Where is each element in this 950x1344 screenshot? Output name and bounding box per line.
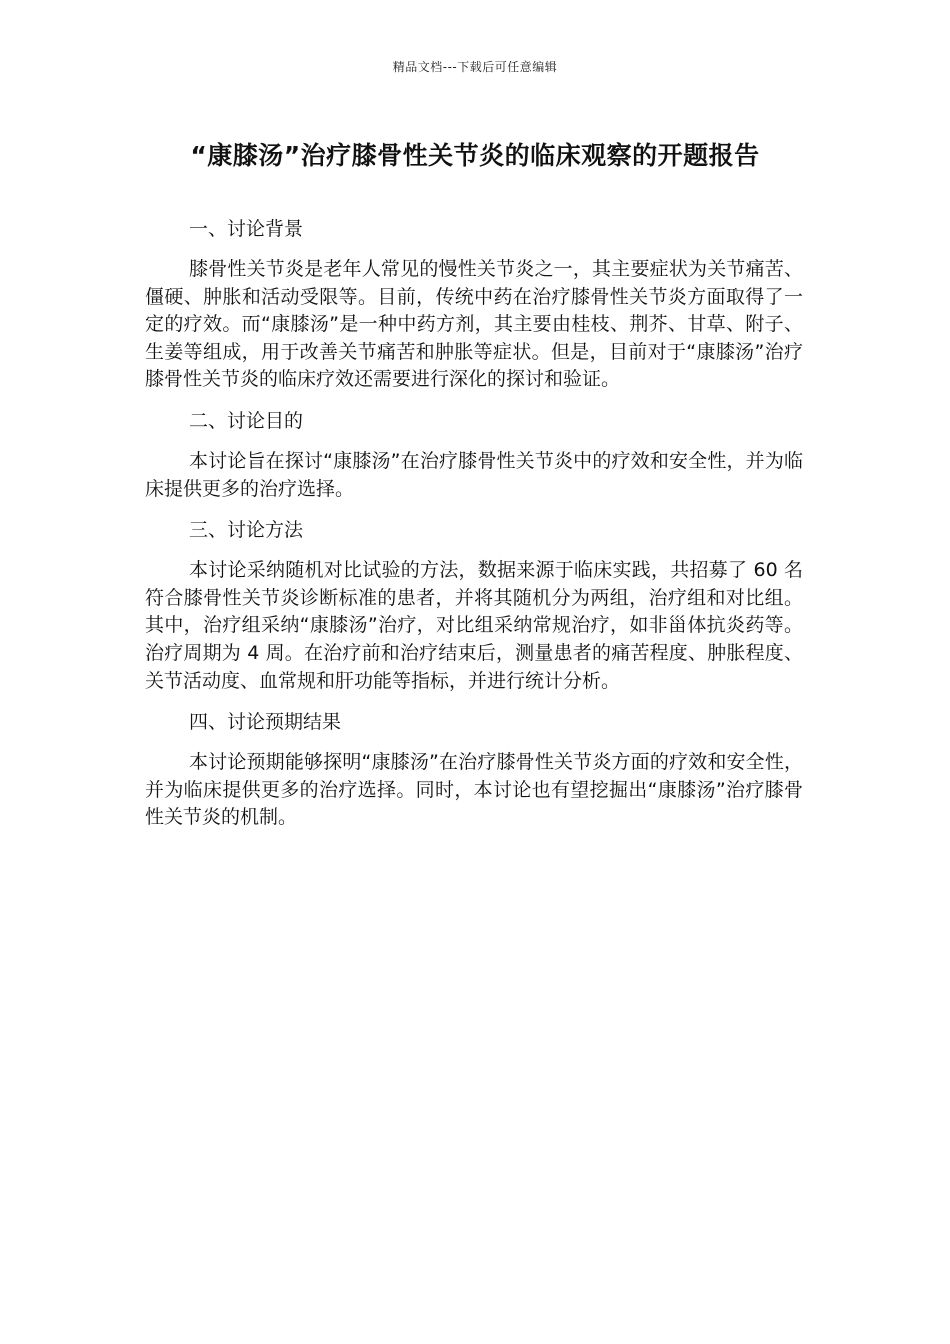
section-paragraph: 本讨论旨在探讨“康膝汤”在治疗膝骨性关节炎中的疗效和安全性，并为临床提供更多的治疗选择。 (145, 449, 803, 500)
section-paragraph: 本讨论预期能够探明“康膝汤”在治疗膝骨性关节炎方面的疗效和安全性，并为临床提供更多的治疗选择。同时，本讨论也有望挖掘出“康膝汤”治疗膝骨性关节炎的机制。 (145, 751, 803, 829)
section-purpose (145, 407, 803, 503)
section-heading: 二、讨论目的 (189, 409, 304, 432)
page-header-watermark: 精品文档---下载后可任意编辑 (392, 60, 558, 74)
section-paragraph: 膝骨性关节炎是老年人常见的慢性关节炎之一，其主要症状为关节痛苦、僵硬、肿胀和活动受限等。目前，传统中药在治疗膝骨性关节炎方面取得了一定的疗效。而“康膝汤”是一种中药方剂，其主要由桂枝、荆芥、甘草、附子、生姜等组成，用于改善关节痛苦和肿胀等症状。但是，目前对于“康膝汤”治疗膝骨性关节炎的临床疗效还需要进行深化的探讨和验证。 (145, 258, 803, 391)
section-paragraph: 本讨论采纳随机对比试验的方法，数据来源于临床实践，共招募了 60 名符合膝骨性关节炎诊断标准的患者，并将其随机分为两组，治疗组和对比组。其中，治疗组采纳“康膝汤”治疗，对比组采纳常规治疗，如非甾体抗炎药等。治疗周期为 4 周。在治疗前和治疗结束后，测量患者的痛苦程度、肿胀程度、关节活动度、血常规和肝功能等指标，并进行统计分析。 (145, 559, 803, 692)
section-background (145, 215, 803, 394)
section-heading: 四、讨论预期结果 (189, 711, 342, 734)
section-method (145, 516, 803, 695)
document-body (145, 215, 803, 845)
section-heading: 一、讨论背景 (189, 218, 304, 240)
document-title: “康膝汤”治疗膝骨性关节炎的临床观察的开题报告 (190, 141, 760, 170)
section-expected-results (145, 708, 803, 832)
section-heading: 三、讨论方法 (189, 519, 304, 542)
